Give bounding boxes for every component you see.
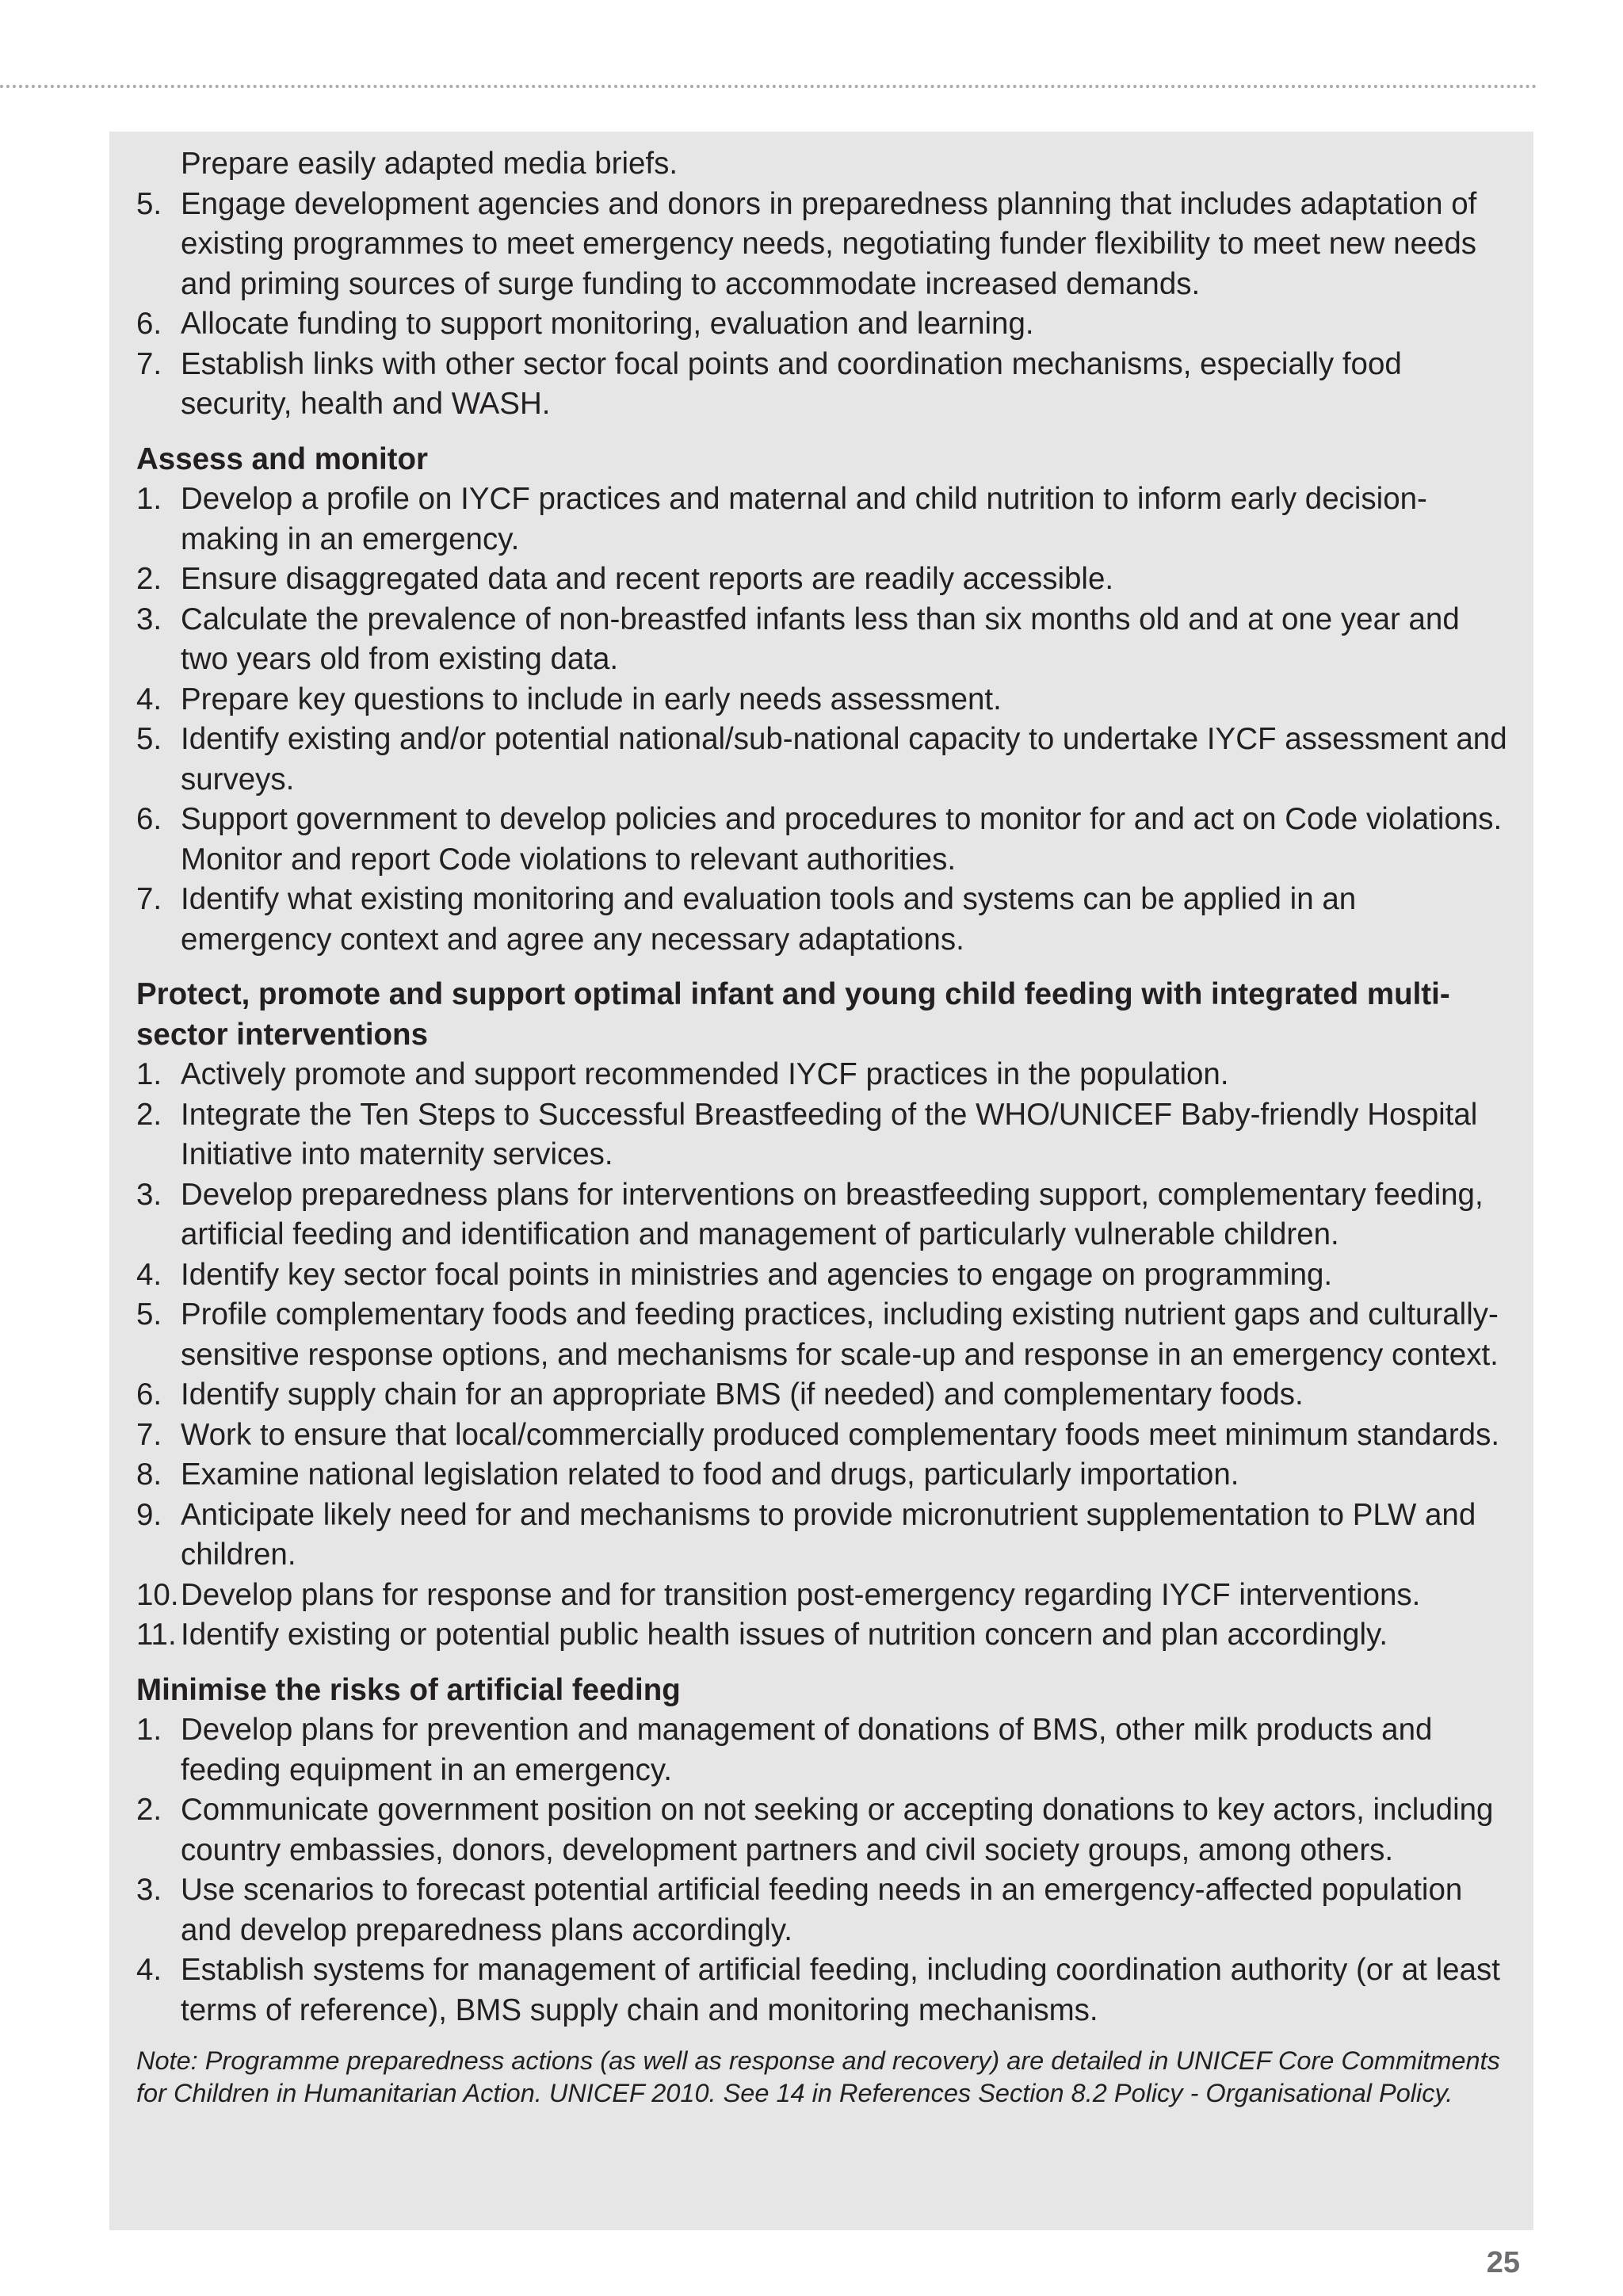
list-item-text: Identify existing and/or potential national/sub-national capacity to undertake IYCF assessment and surveys. (181, 722, 1507, 797)
content-panel (109, 132, 1533, 2230)
list-item-text: Establish links with other sector focal points and coordination mechanisms, especially food security, health and WASH. (181, 346, 1402, 421)
list-item (136, 560, 1510, 600)
list-item-number: 7. (136, 346, 162, 381)
list-item-text: Prepare key questions to include in early needs assessment. (181, 682, 1002, 716)
list-item-text: Identify what existing monitoring and evaluation tools and systems can be applied in an emergency context and agree any necessary adaptations. (181, 882, 1357, 957)
list-item (136, 600, 1510, 680)
list-item-number: 4. (136, 1953, 162, 1987)
list-item (136, 1790, 1510, 1870)
list-item-text: Develop a profile on IYCF practices and maternal and child nutrition to inform early decision-making in an emergency. (181, 482, 1427, 556)
list-item (136, 1175, 1510, 1255)
list-item-text: Profile complementary foods and feeding practices, including existing nutrient gaps and culturally-sensitive response options, and mechanisms for scale-up and response in an emergency context. (181, 1297, 1499, 1372)
list-item-text: Communicate government position on not seeking or accepting donations to key actors, including country embassies, donors, development partners and civil society groups, among others. (181, 1793, 1494, 1867)
list-item-number: 1. (136, 1713, 162, 1747)
list-item (136, 1295, 1510, 1375)
list-item (136, 720, 1510, 800)
list-item (136, 479, 1510, 560)
list-item (136, 1095, 1510, 1175)
list-item-number: 6. (136, 1377, 162, 1412)
list-item-text: Develop plans for prevention and management of donations of BMS, other milk products and feeding equipment in an emergency. (181, 1713, 1433, 1787)
list-item (136, 1576, 1510, 1616)
list-item-text: Identify key sector focal points in ministries and agencies to engage on programming. (181, 1257, 1333, 1292)
sections-container (136, 185, 1510, 2031)
list-item (136, 345, 1510, 425)
list-item-number: 3. (136, 602, 162, 636)
list-item-text: Actively promote and support recommended IYCF practices in the population. (181, 1057, 1229, 1091)
header-dotted-rule (0, 85, 1537, 88)
numbered-list (136, 1710, 1510, 2030)
list-item-text: Identify existing or potential public health issues of nutrition concern and plan accordingly. (181, 1618, 1388, 1652)
section (136, 1671, 1510, 2031)
list-item-number: 6. (136, 307, 162, 341)
list-item-text: Develop preparedness plans for interventions on breastfeeding support, complementary feeding, artificial feeding and identification and management of particularly vulnerable children. (181, 1177, 1484, 1251)
list-item-text: Engage development agencies and donors in preparedness planning that includes adaptation of existing programmes to meet emergency needs, negotiating funder flexibility to meet new needs and priming sources of surge funding to accommodate increased demands. (181, 186, 1477, 301)
section-heading: Minimise the risks of artificial feeding (136, 1672, 681, 1707)
list-item (136, 1950, 1510, 2030)
list-item-number: 7. (136, 882, 162, 916)
list-item-number: 7. (136, 1417, 162, 1452)
numbered-list (136, 479, 1510, 960)
list-item-number: 3. (136, 1873, 162, 1907)
list-item-text: Calculate the prevalence of non-breastfed infants less than six months old and at one year and two years old from existing data. (181, 602, 1460, 676)
list-item-number: 9. (136, 1497, 162, 1532)
list-item-number: 5. (136, 1297, 162, 1331)
list-item-number: 4. (136, 1257, 162, 1292)
list-item (136, 1415, 1510, 1456)
list-item-number: 5. (136, 186, 162, 221)
list-item-text: Support government to develop policies and procedures to monitor for and act on Code violations. Monitor and report Code violations to relevant authorities. (181, 802, 1503, 877)
section (136, 185, 1510, 425)
list-item (136, 1615, 1510, 1656)
list-item-text: Use scenarios to forecast potential artificial feeding needs in an emergency-affected population and develop preparedness plans accordingly. (181, 1873, 1463, 1947)
list-item (136, 1496, 1510, 1576)
continuation-line: Prepare easily adapted media briefs. (181, 147, 678, 181)
list-item-number: 2. (136, 1793, 162, 1827)
list-item (136, 800, 1510, 880)
list-item (136, 1710, 1510, 1790)
footnote: Note: Programme preparedness actions (as well as response and recovery) are detailed in UNICEF Core Commitments for Children in Humanitarian Action. UNICEF 2010. See 14 in References Section 8.2 Policy - Organisational Policy. (136, 2046, 1500, 2107)
list-item-number: 10. (136, 1577, 179, 1612)
list-item-text: Work to ensure that local/commercially produced complementary foods meet minimum standards. (181, 1417, 1500, 1452)
list-item-text: Develop plans for response and for transition post-emergency regarding IYCF interventions. (181, 1577, 1421, 1612)
list-item (136, 1255, 1510, 1296)
section-heading: Protect, promote and support optimal infant and young child feeding with integrated multi-sector interventions (136, 977, 1450, 1052)
list-item-text: Identify supply chain for an appropriate BMS (if needed) and complementary foods. (181, 1377, 1304, 1412)
list-item (136, 185, 1510, 305)
list-item (136, 1455, 1510, 1496)
list-item-number: 5. (136, 722, 162, 756)
numbered-list (136, 1055, 1510, 1656)
list-item-text: Ensure disaggregated data and recent reports are readily accessible. (181, 562, 1114, 596)
numbered-list (136, 185, 1510, 425)
list-item-text: Integrate the Ten Steps to Successful Breastfeeding of the WHO/UNICEF Baby-friendly Hospital Initiative into maternity services. (181, 1097, 1478, 1171)
section-heading: Assess and monitor (136, 441, 428, 476)
list-item-number: 2. (136, 562, 162, 596)
list-item-text: Establish systems for management of artificial feeding, including coordination authority (or at least terms of reference), BMS supply chain and monitoring mechanisms. (181, 1953, 1500, 2027)
list-item (136, 680, 1510, 720)
section (136, 975, 1510, 1656)
list-item-text: Examine national legislation related to food and drugs, particularly importation. (181, 1457, 1239, 1492)
list-item-number: 8. (136, 1457, 162, 1492)
list-item-number: 11. (136, 1618, 177, 1652)
list-item-number: 1. (136, 1057, 162, 1091)
list-item-text: Allocate funding to support monitoring, evaluation and learning. (181, 307, 1034, 341)
list-item-number: 6. (136, 802, 162, 836)
list-item (136, 1375, 1510, 1415)
list-item-number: 3. (136, 1177, 162, 1212)
section (136, 440, 1510, 961)
list-item-text: Anticipate likely need for and mechanisms to provide micronutrient supplementation to PLW and children. (181, 1497, 1476, 1572)
list-item (136, 1055, 1510, 1095)
list-item (136, 880, 1510, 960)
page-number: 25 (1486, 2246, 1520, 2279)
list-item-number: 2. (136, 1097, 162, 1132)
list-item (136, 1870, 1510, 1950)
list-item-number: 1. (136, 482, 162, 516)
list-item (136, 304, 1510, 345)
list-item-number: 4. (136, 682, 162, 716)
